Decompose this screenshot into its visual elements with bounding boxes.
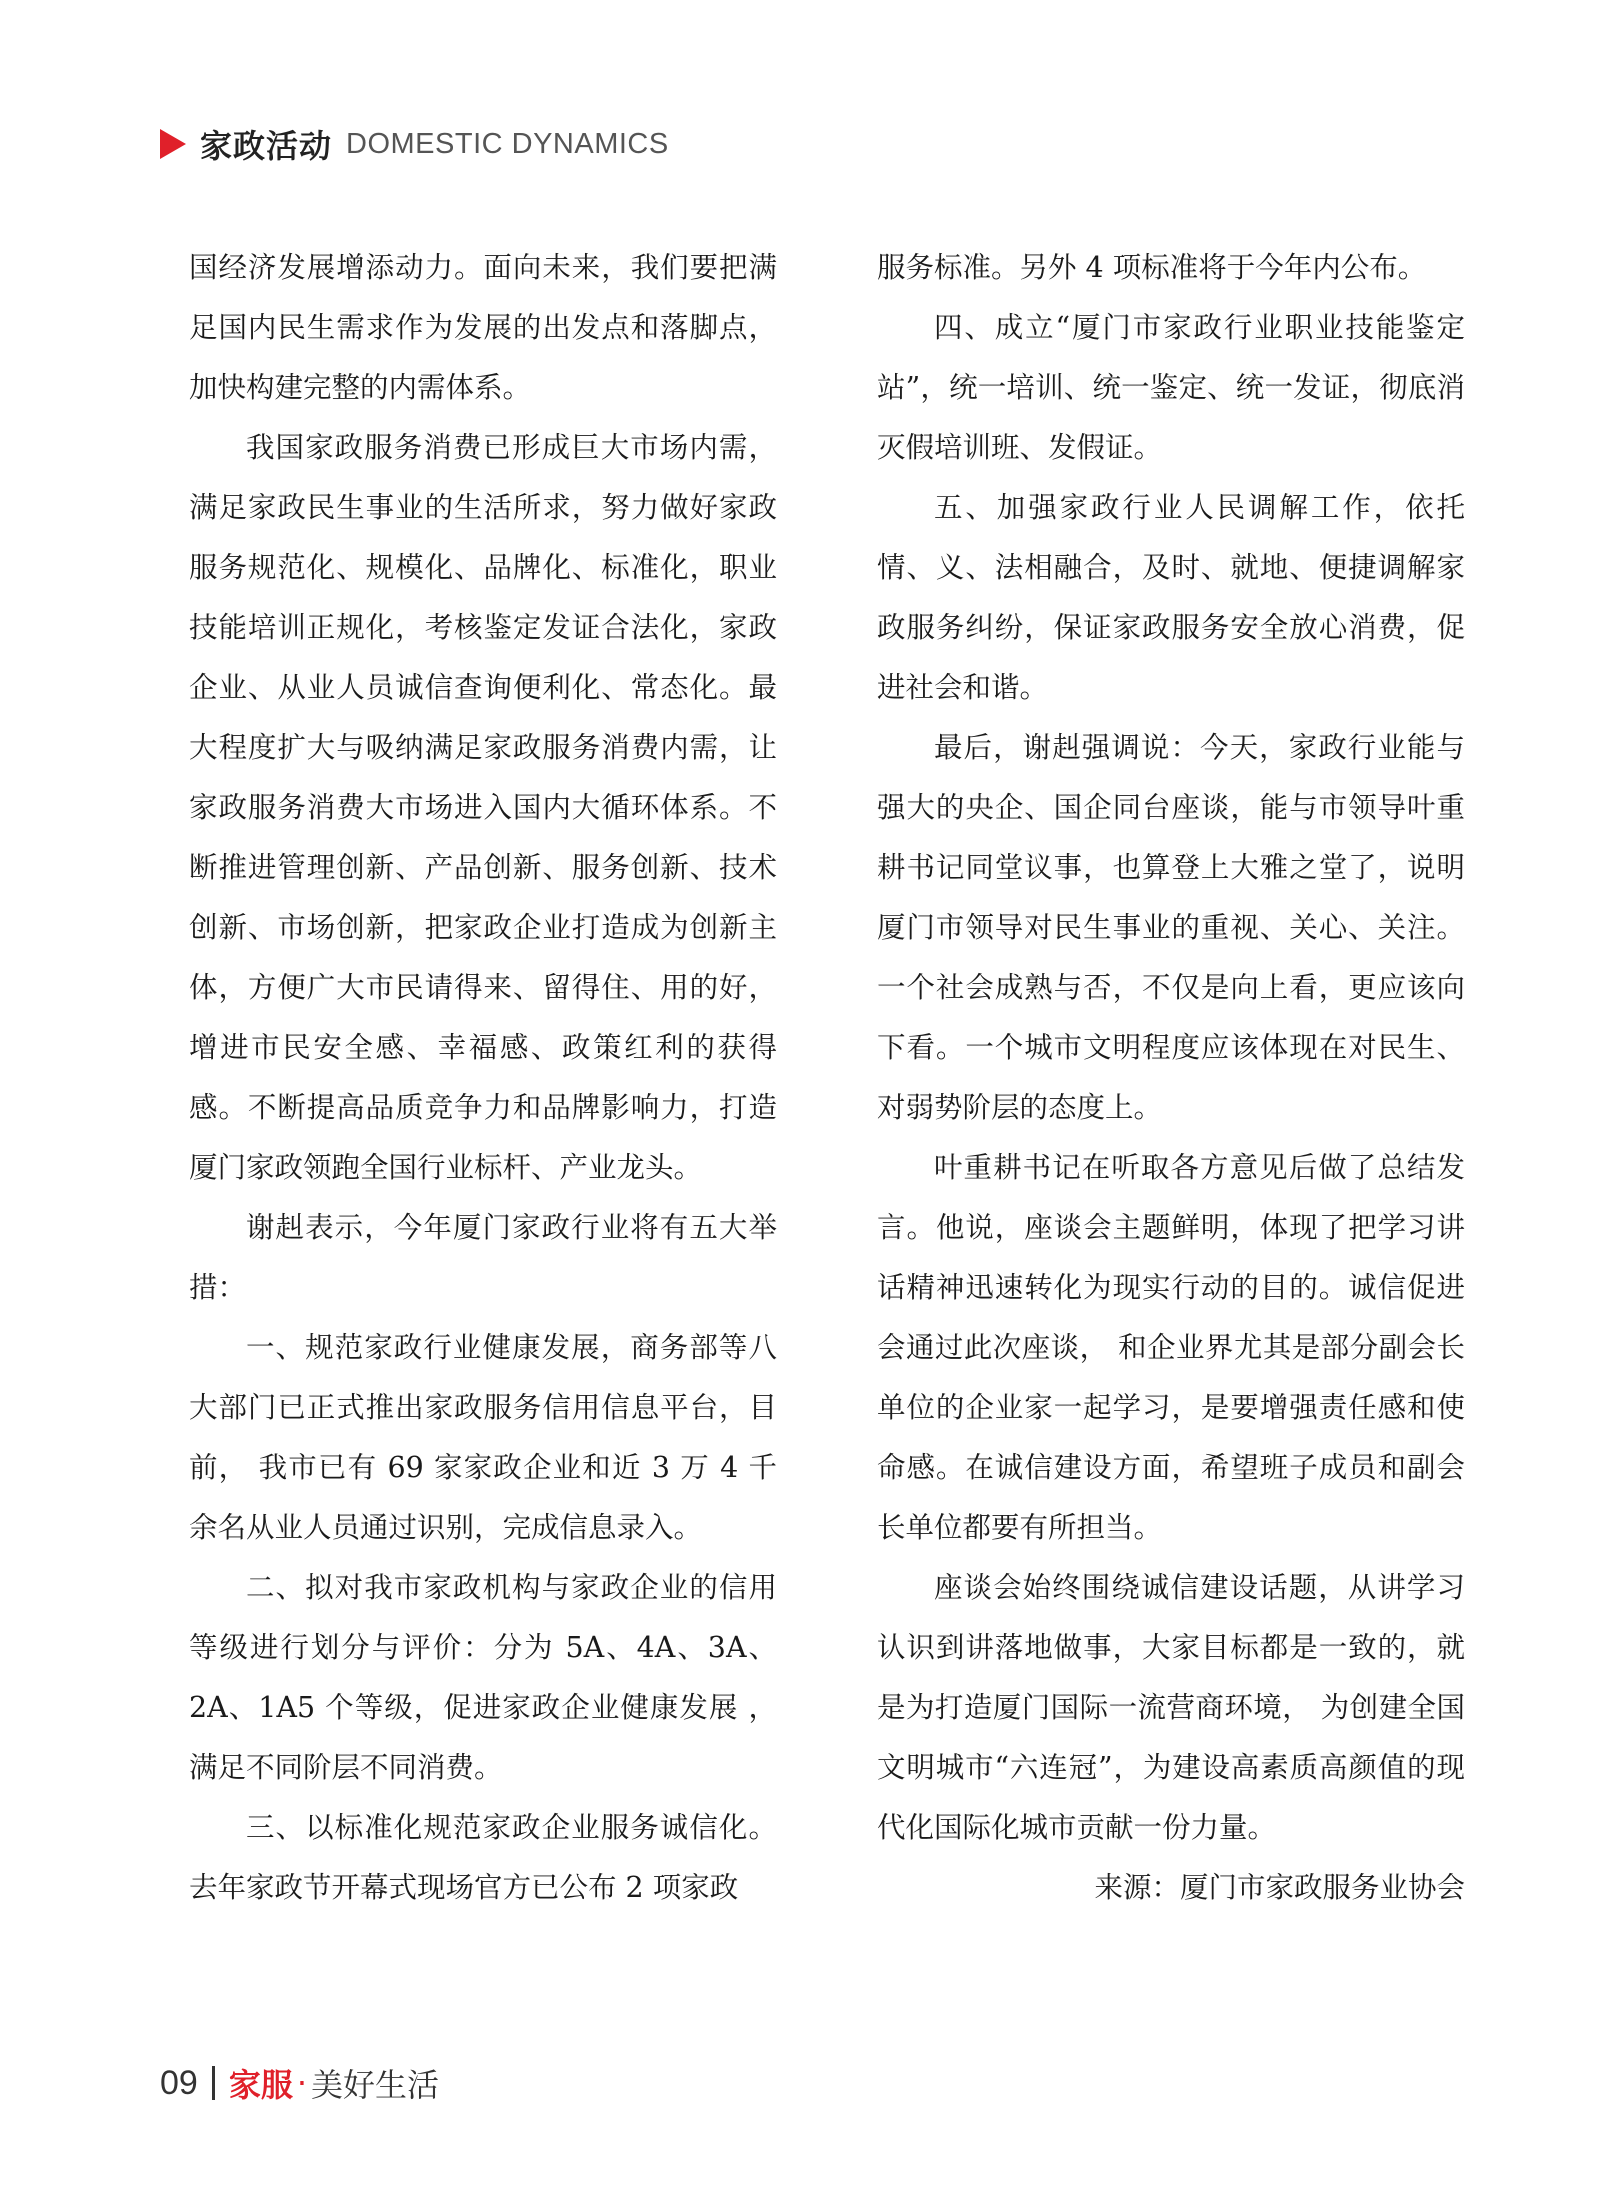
paragraph: 最后，谢赳强调说：今天，家政行业能与强大的央企、国企同台座谈，能与市领导叶重耕书记同堂议事，也算登上大雅之堂了，说明厦门市领导对民生事业的重视、关心、关注。一个社会成熟与否，不仅是向上看，更应该向下看。一个城市文明程度应该体现在对民生、对弱势阶层的态度上。 xyxy=(877,731,1465,1124)
footer-dot: · xyxy=(296,2064,308,2102)
paragraph: 五、加强家政行业人民调解工作，依托情、义、法相融合，及时、就地、便捷调解家政服务纠纷，保证家政服务安全放心消费，促进社会和谐。 xyxy=(877,491,1465,704)
paragraph: 谢赳表示，今年厦门家政行业将有五大举措： xyxy=(189,1211,777,1304)
paragraph: 座谈会始终围绕诚信建设话题，从讲学习认识到讲落地做事，大家目标都是一致的，就是为打造厦门国际一流营商环境， 为创建全国文明城市“六连冠”，为建设高素质高颜值的现代化国际化城市贡献一份力量。 xyxy=(877,1571,1465,1844)
paragraph: 我国家政服务消费已形成巨大市场内需，满足家政民生事业的生活所求，努力做好家政服务规范化、规模化、品牌化、标准化，职业技能培训正规化，考核鉴定发证合法化，家政企业、从业人员诚信查询便利化、常态化。最大程度扩大与吸纳满足家政服务消费内需，让家政服务消费大市场进入国内大循环体系。不断推进管理创新、产品创新、服务创新、技术创新、市场创新，把家政企业打造成为创新主体，方便广大市民请得来、留得住、用的好，增进市民安全感、幸福感、政策红利的获得感。不断提高品质竞争力和品牌影响力，打造厦门家政领跑全国行业标杆、产业龙头。 xyxy=(189,431,777,1184)
section-header xyxy=(160,122,669,166)
footer-divider xyxy=(212,2066,215,2100)
paragraph: 服务标准。另外 4 项标准将于今年内公布。 xyxy=(877,251,1427,284)
paragraph: 一、规范家政行业健康发展，商务部等八大部门已正式推出家政服务信用信息平台，目前， 我市已有 69 家家政企业和近 3 万 4 千余名从业人员通过识别，完成信息录入。 xyxy=(189,1331,777,1544)
section-title-en: DOMESTIC DYNAMICS xyxy=(346,127,669,160)
paragraph: 二、拟对我市家政机构与家政企业的信用等级进行划分与评价：分为 5A、4A、3A、2A、1A5 个等级，促进家政企业健康发展 ，满足不同阶层不同消费。 xyxy=(189,1571,777,1784)
left-column xyxy=(189,238,777,1918)
paragraph: 国经济发展增添动力。面向未来，我们要把满足国内民生需求作为发展的出发点和落脚点，加快构建完整的内需体系。 xyxy=(189,251,777,404)
paragraph: 四、成立“厦门市家政行业职业技能鉴定站”，统一培训、统一鉴定、统一发证，彻底消灭假培训班、发假证。 xyxy=(877,311,1465,464)
right-column xyxy=(877,238,1465,1918)
page-footer xyxy=(160,2058,439,2108)
play-triangle-icon xyxy=(160,129,186,159)
page-number: 09 xyxy=(160,2063,198,2102)
paragraph: 三、以标准化规范家政企业服务诚信化。去年家政节开幕式现场官方已公布 2 项家政 xyxy=(189,1811,777,1904)
magazine-brand: 家服 xyxy=(228,2066,293,2104)
section-title-cn: 家政活动 xyxy=(200,127,333,165)
source-credit: 来源：厦门市家政服务业协会 xyxy=(1094,1871,1465,1904)
paragraph: 叶重耕书记在听取各方意见后做了总结发言。他说，座谈会主题鲜明，体现了把学习讲话精神迅速转化为现实行动的目的。诚信促进会通过此次座谈， 和企业界尤其是部分副会长单位的企业家一起学习，是要增强责任感和使命感。在诚信建设方面，希望班子成员和副会长单位都要有所担当。 xyxy=(877,1151,1465,1544)
magazine-slogan: 美好生活 xyxy=(311,2066,440,2104)
